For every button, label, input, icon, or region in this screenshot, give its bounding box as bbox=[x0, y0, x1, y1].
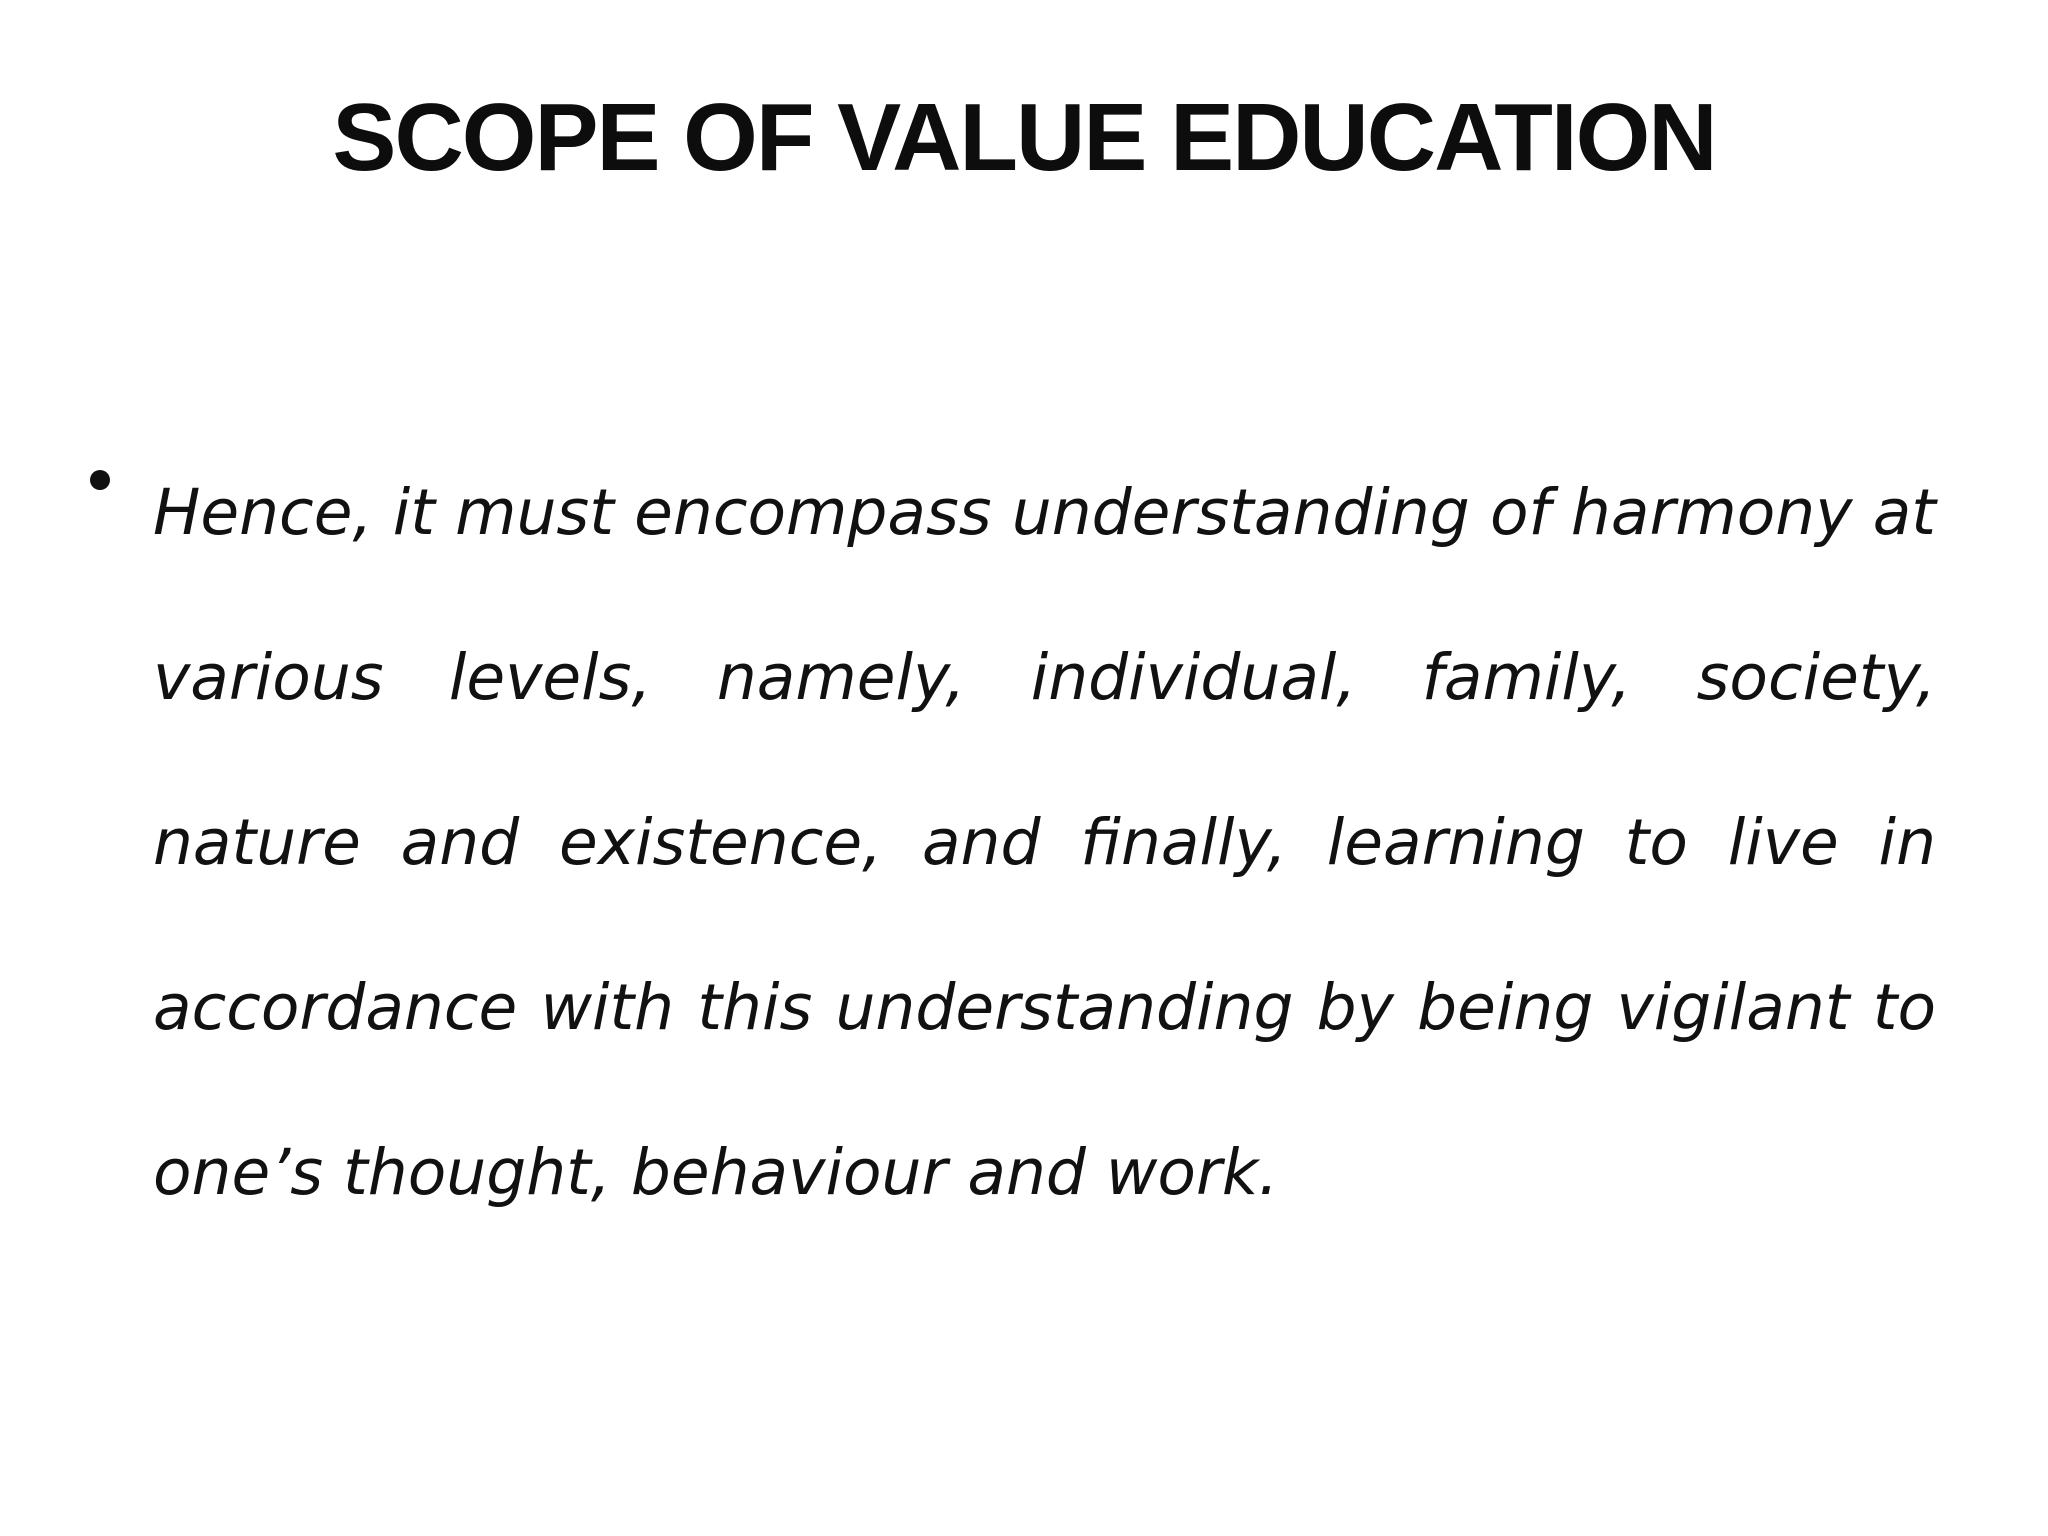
slide-title: SCOPE OF VALUE EDUCATION bbox=[332, 84, 1716, 191]
bullet-text: Hence, it must encompass understanding of harmony at various levels, namely, individual, family, society, nature and existence, and finally, learning to live in accordance with this understanding by being vigilant to one’s thought, behaviour and work. bbox=[153, 476, 1936, 1209]
bullet-dot-icon bbox=[90, 470, 110, 490]
